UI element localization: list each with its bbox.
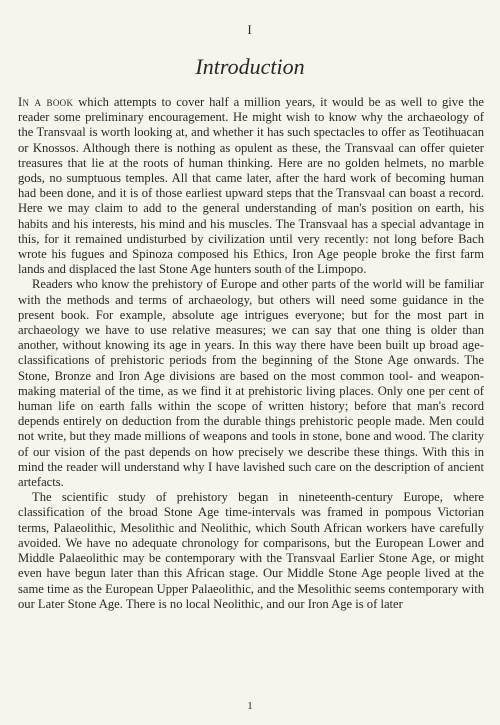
paragraph-2: Readers who know the prehistory of Europe and other parts of the world will be familiar with the methods and terms of archaeology, but others will need some guidance in the present book. For example, absolute age intrigues everyone; but for the most part in archaeology we have to use relative measures; we can say that one thing is older than another, without knowing its age in years. In this way there have been built up broad age-classifications of prehistoric periods from the beginning of the Stone Age onwards. The Stone, Bronze and Iron Age divisions are based on the most common tool- and weapon-making material of the time, as we find it at prehistoric living places. Only one per cent of human life on earth falls within the scope of written history; before that man's record depends entirely on deduction from the durable things prehistoric people made. Men could not write, but they made millions of weapons and tools in stone, bone and wood. The clarity of our vision of the past depends on how precisely we describe these things. With this in mind the reader will understand why I have lavished such care on the description of ancient artefacts. <box>18 277 484 490</box>
chapter-title: Introduction <box>195 54 305 79</box>
paragraph-lead-in: In a book <box>18 95 74 109</box>
chapter-number: I <box>247 22 253 37</box>
body-text <box>18 95 484 612</box>
page-number: 1 <box>247 700 253 712</box>
paragraph-1-text: which attempts to cover half a million years, it would be as well to give the reader some preliminary encouragement. He might wish to know why the archaeology of the Transvaal is worth looking at, and whether it has such spectacles to offer as Teotihuacan or Knossos. Although there is nothing as opulent as these, the Transvaal can offer quieter treasures that lie at the roots of human thinking. Here are no golden helmets, no marble gods, no sumptuous temples. All that came later, after the hard work of becoming human had been done, and it is of those earliest upward steps that the Transvaal can boast a record. Here we may claim to add to the general understanding of man's position on earth, his habits and his interests, his mind and his muscles. The Transvaal has a special advantage in this, for it remained undisturbed by civilization until very recently: not long before Bach wrote his fugues and Spinoza composed his Ethics, Iron Age people broke the first farm lands and displaced the last Stone Age hunters south of the Limpopo. <box>18 95 485 277</box>
paragraph-3: The scientific study of prehistory began in nineteenth-century Europe, where classification of the broad Stone Age time-intervals was framed in pompous Victorian terms, Palaeolithic, Mesolithic and Neolithic, which South African workers have carefully avoided. We have no adequate chronology for comparisons, but the European Lower and Middle Palaeolithic may be contemporary with the Transvaal Earlier Stone Age, or might even have begun later than this African stage. Our Middle Stone Age people lived at the same time as the European Upper Palaeolithic, and the Mesolithic seems contemporary with our Later Stone Age. There is no local Neolithic, and our Iron Age is of later <box>18 490 484 611</box>
paragraph-1 <box>18 95 484 277</box>
